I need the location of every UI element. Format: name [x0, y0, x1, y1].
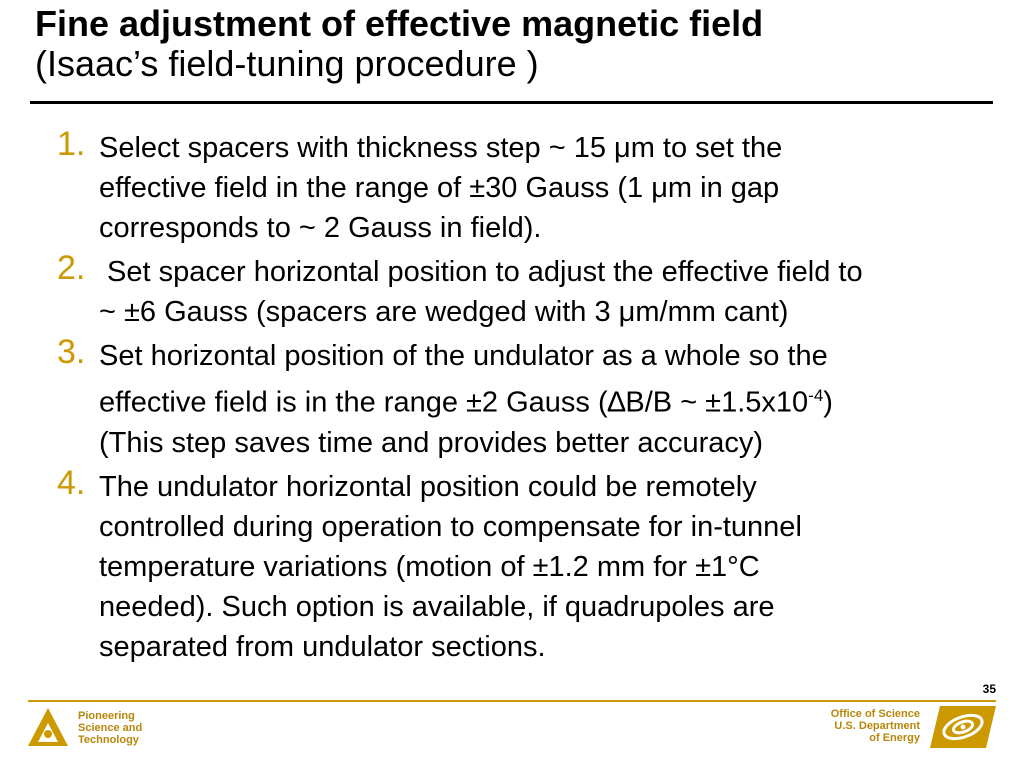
footer-tagline-line: Technology	[78, 734, 139, 746]
item-number: 1.	[57, 125, 86, 163]
footer-agency-line: U.S. Department	[834, 720, 920, 732]
item-text-line: Set horizontal position of the undulator as a whole so the	[99, 340, 828, 372]
item-number: 4.	[57, 463, 86, 502]
item-text-line: Set spacer horizontal position to adjust the effective field to	[99, 256, 863, 288]
item-text-line: controlled during operation to compensate for in-tunnel	[99, 510, 802, 543]
exponent: -4	[808, 386, 824, 405]
footer-tagline-line: Pioneering	[78, 710, 135, 722]
item-number: 2.	[57, 249, 86, 287]
list-item	[57, 333, 1007, 463]
item-text-line: temperature variations (motion of ±1.2 mm for ±1°C	[99, 550, 760, 583]
list-item	[57, 463, 1007, 667]
footer-tagline-line: Science and	[78, 722, 143, 734]
item-text-line: needed). Such option is available, if quadrupoles are	[99, 590, 775, 623]
item-text-segment: effective field is in the range ±2 Gauss (∆B/B ~ ±1.5x10	[99, 386, 809, 419]
argonne-logo-icon	[26, 706, 70, 750]
item-number: 3.	[57, 333, 86, 371]
title-subtitle: (Isaac’s field-tuning procedure )	[35, 43, 539, 84]
doe-logo-icon	[928, 704, 998, 750]
title-main: Fine adjustment of effective magnetic field	[35, 3, 764, 44]
item-text-line: The undulator horizontal position could be remotely	[99, 470, 757, 503]
footer-tagline	[78, 710, 142, 746]
list-item	[57, 125, 1007, 248]
footer-agency-line: Office of Science	[830, 708, 920, 720]
item-text-line: Select spacers with thickness step ~ 15 μm to set the	[99, 132, 783, 164]
footer-agency-line: of Energy	[869, 732, 920, 744]
footer-agency	[831, 708, 920, 744]
list-item	[57, 249, 1007, 332]
item-text-line: separated from undulator sections.	[99, 630, 546, 663]
item-text-line: (This step saves time and provides better accuracy)	[99, 426, 764, 459]
procedure-list	[57, 125, 1007, 671]
footer-divider	[28, 700, 996, 702]
item-text-segment: )	[823, 386, 833, 419]
item-text-line: effective field in the range of ±30 Gauss (1 μm in gap	[99, 172, 780, 204]
item-text-line: corresponds to ~ 2 Gauss in field).	[99, 212, 542, 244]
page-number: 35	[982, 682, 996, 696]
item-text-line	[99, 376, 1007, 423]
slide-title	[35, 4, 995, 84]
title-divider	[30, 101, 993, 104]
item-text-line: ~ ±6 Gauss (spacers are wedged with 3 μm/mm cant)	[99, 296, 789, 328]
